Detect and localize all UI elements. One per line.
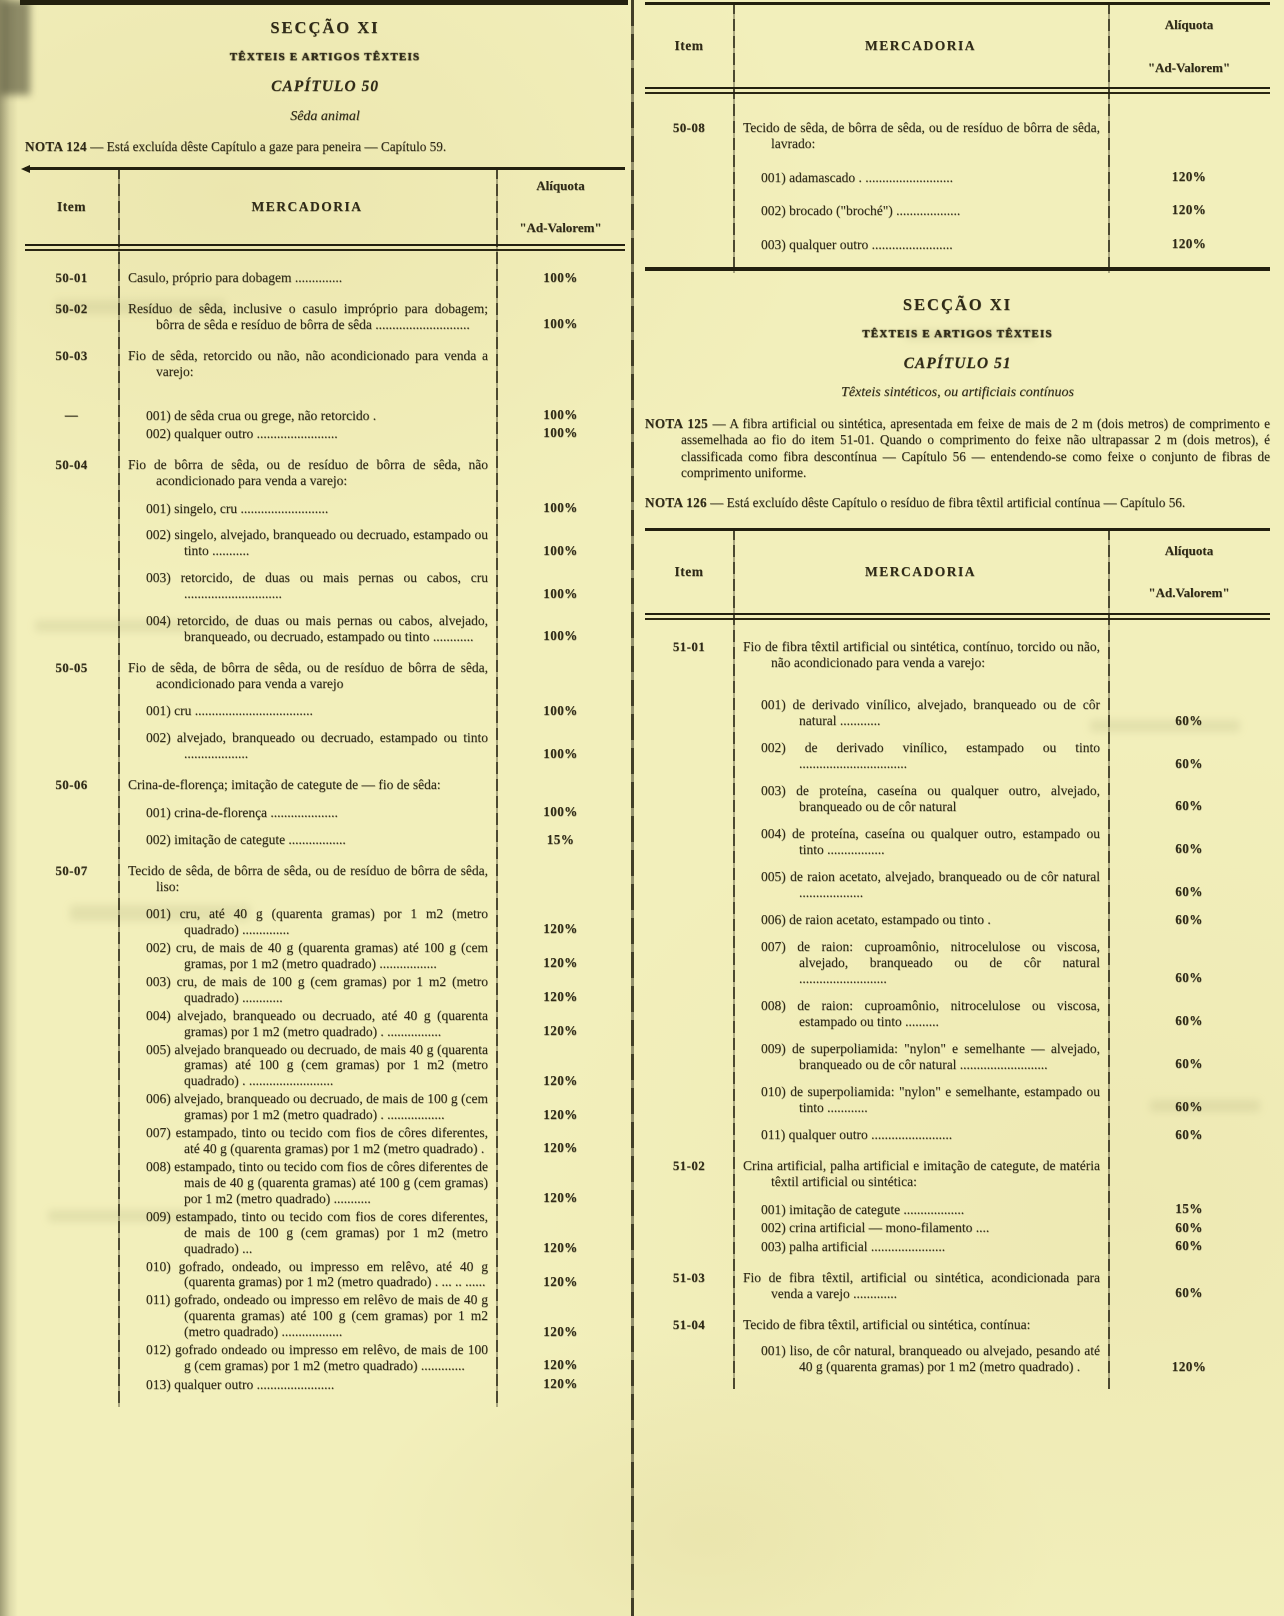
item-number: 50-03 xyxy=(55,348,88,364)
note-text: — Está excluída dêste Capítulo a gaze para peneira — Capítulo 59. xyxy=(90,139,447,155)
scan-edge-shadow xyxy=(0,0,18,1616)
tariff-row xyxy=(25,906,625,938)
item-description: 001) liso, de côr natural, branqueado ou alvejado, pesando até 40 g (quarenta gramas) por 1 m2 (metro quadrado) . xyxy=(761,1343,1100,1375)
item-number: 50-08 xyxy=(672,120,706,135)
aliquota-value: 15% xyxy=(1175,1200,1203,1216)
tariff-row xyxy=(645,1127,1270,1144)
table-header-rule xyxy=(645,87,1270,94)
item-description: 007) de raion: cuproamônio, nitrocelulose ou viscosa, alvejado, branqueado ou de côr natural .......................... xyxy=(761,939,1100,987)
aliquota-value: 60% xyxy=(1175,884,1203,900)
aliquota-value: 60% xyxy=(1175,712,1203,728)
table-body xyxy=(645,620,1270,1390)
item-description: 002) singelo, alvejado, branqueado ou decruado, estampado ou tinto ........... xyxy=(146,527,488,559)
nota-124 xyxy=(25,139,625,155)
ad-valorem-label: "Ad-Valorem" xyxy=(519,220,602,236)
item-description: 001) de derivado vinílico, alvejado, branqueado ou de côr natural ............ xyxy=(761,697,1100,729)
aliquota-label: Alíquota xyxy=(536,177,585,193)
right-column xyxy=(645,0,1270,1389)
item-description: Crina-de-florença; imitação de categute de — fio de sêda: xyxy=(128,777,441,793)
aliquota-value: 120% xyxy=(1171,1358,1207,1374)
item-description: 011) gofrado, ondeado ou impresso em relêvo de mais de 40 g (quarenta gramas) até 100 g (cem gramas) por 1 m2 (metro quadrado) .................. xyxy=(146,1292,488,1340)
aliquota-value: 100% xyxy=(543,542,578,558)
tariff-row xyxy=(645,1201,1270,1218)
table-vertical-rule xyxy=(733,2,735,273)
aliquota-value: 60% xyxy=(1175,1219,1203,1235)
aliquota-value: 120% xyxy=(1171,168,1207,184)
item-description: 010) de superpoliamida: "nylon" e semelhante, estampado ou tinto ............ xyxy=(761,1083,1100,1115)
item-description: 001) imitação de categute .................. xyxy=(761,1201,965,1217)
tariff-row xyxy=(25,1042,625,1090)
tariff-row xyxy=(25,1376,625,1393)
item-description: Tecido de sêda, de bôrra de sêda, ou de resíduo de bôrra de sêda, liso: xyxy=(128,863,488,895)
tariff-row xyxy=(645,236,1270,253)
left-column xyxy=(25,8,625,1407)
aliquota-value: 120% xyxy=(543,1375,578,1391)
table-header-row xyxy=(645,5,1270,87)
tariff-row xyxy=(25,348,625,380)
aliquota-value: 100% xyxy=(543,425,578,441)
table-vertical-rule xyxy=(496,167,498,1407)
aliquota-value: 60% xyxy=(1175,841,1203,857)
tariff-row xyxy=(645,740,1270,772)
aliquota-value: 120% xyxy=(543,1239,578,1255)
item-number: 50-07 xyxy=(55,863,88,879)
chapter-title: CAPÍTULO 50 xyxy=(271,78,379,96)
tariff-row xyxy=(25,1292,625,1340)
column-header-mercadoria: MERCADORIA xyxy=(865,563,976,579)
item-description: 002) alvejado, branqueado ou decruado, estampado ou tinto ................... xyxy=(146,730,488,762)
aliquota-value: 120% xyxy=(543,955,578,971)
aliquota-value: 120% xyxy=(543,1022,578,1038)
note-label: NOTA 125 xyxy=(645,415,709,431)
column-header-aliquota xyxy=(1108,17,1270,75)
item-number: 51-03 xyxy=(672,1269,706,1285)
ad-valorem-label: "Ad-Valorem" xyxy=(1147,59,1231,75)
tariff-row xyxy=(645,869,1270,901)
tariff-row xyxy=(645,1238,1270,1255)
item-description: Fio de sêda, retorcido ou não, não acondicionado para venda a varejo: xyxy=(128,348,488,379)
tariff-row xyxy=(25,500,625,517)
aliquota-value: 60% xyxy=(1175,1056,1203,1072)
item-description: 013) qualquer outro ....................... xyxy=(146,1376,335,1392)
tariff-row xyxy=(645,169,1270,186)
aliquota-value: 120% xyxy=(543,1190,578,1206)
item-description: 002) qualquer outro ........................ xyxy=(146,426,338,442)
aliquota-value xyxy=(1108,151,1270,152)
table-header-rule xyxy=(645,613,1270,620)
table-header-rule xyxy=(25,244,625,251)
item-number: 50-02 xyxy=(55,301,88,317)
table-vertical-rule xyxy=(118,167,120,1407)
item-description: Tecido de sêda, de bôrra de sêda, ou de resíduo de bôrra de sêda, lavrado: xyxy=(743,120,1100,151)
item-description: 001) cru ................................... xyxy=(146,703,313,719)
item-description: Resíduo de sêda, inclusive o casulo impróprio para dobagem; bôrra de sêda e resíduo de bôrra de sêda ............................ xyxy=(128,301,488,333)
tariff-row xyxy=(645,120,1270,152)
tariff-row xyxy=(25,457,625,489)
tariff-row xyxy=(25,703,625,720)
tariff-row xyxy=(25,301,625,333)
tariff-row xyxy=(25,1159,625,1207)
tariff-row xyxy=(25,863,625,895)
tariff-row xyxy=(25,1008,625,1040)
tariff-row xyxy=(25,974,625,1006)
aliquota-value: 100% xyxy=(543,499,578,515)
ad-valorem-label: "Ad.Valorem" xyxy=(1148,585,1230,601)
tariff-row xyxy=(25,570,625,602)
item-description: Fio de fibra têxtil, artificial ou sintética, acondicionada para venda a varejo ............. xyxy=(743,1269,1100,1301)
tariff-row xyxy=(645,1084,1270,1116)
section-subtitle: TÊXTEIS E ARTIGOS TÊXTEIS xyxy=(862,328,1053,341)
tariff-row xyxy=(25,1209,625,1257)
aliquota-value: 120% xyxy=(1171,236,1207,251)
item-description: 001) crina-de-florença .................... xyxy=(146,804,338,820)
aliquota-value: 100% xyxy=(543,804,578,820)
item-description: 001) singelo, cru .......................... xyxy=(146,500,329,516)
note-text: — Está excluído dêste Capítulo o resíduo de fibra têxtil artificial contínua — Capítulo 56. xyxy=(710,495,1186,511)
scan-top-rule xyxy=(20,0,628,5)
tariff-table-chapter-50 xyxy=(25,167,625,1407)
tariff-row xyxy=(25,1091,625,1123)
tariff-row xyxy=(25,270,625,287)
item-number: 50-06 xyxy=(55,777,88,793)
aliquota-value: 60% xyxy=(1175,1013,1203,1029)
table-header-row xyxy=(25,170,625,244)
column-header-item: Item xyxy=(674,563,704,579)
column-header-item: Item xyxy=(57,198,86,214)
table-vertical-rule xyxy=(1108,528,1110,1390)
item-number: 50-04 xyxy=(55,457,88,473)
item-description: 004) alvejado, branqueado ou decruado, até 40 g (quarenta gramas) por 1 m2 (metro quadrado) . ................ xyxy=(146,1007,488,1039)
item-description: 007) estampado, tinto ou tecido com fios de côres diferentes, até 40 g (quarenta gramas) por 1 m2 (metro quadrado) . xyxy=(146,1125,488,1157)
tariff-row xyxy=(25,730,625,762)
aliquota-value xyxy=(496,379,625,380)
aliquota-value xyxy=(1108,669,1270,670)
table-header-row xyxy=(645,531,1270,613)
item-description: 002) cru, de mais de 40 g (quarenta gramas) até 100 g (cem gramas, por 1 m2 (metro quadrado) ................. xyxy=(146,940,488,971)
chapter-subtitle: Sêda animal xyxy=(290,108,360,124)
item-description: 003) palha artificial ...................... xyxy=(761,1238,946,1254)
item-description: 001) adamascado . .......................... xyxy=(761,169,953,185)
item-description: 008) estampado, tinto ou tecido com fios de côres diferentes de mais de 40 g (quarenta gramas) até 100 g (cem gramas) por 1 m2 (metro quadrado) ........... xyxy=(146,1158,488,1206)
tariff-row xyxy=(645,939,1270,987)
item-description: 001) de sêda crua ou grege, não retorcido . xyxy=(146,407,377,423)
column-divider-rule xyxy=(631,0,634,1616)
item-description: 002) de derivado vinílico, estampado ou tinto ................................ xyxy=(761,740,1100,772)
tariff-row xyxy=(645,1220,1270,1237)
item-description: 001) cru, até 40 g (quarenta gramas) por 1 m2 (metro quadrado) .............. xyxy=(146,906,488,938)
aliquota-value xyxy=(496,691,625,692)
tariff-row xyxy=(645,1317,1270,1333)
tariff-row xyxy=(645,783,1270,815)
aliquota-value: 120% xyxy=(543,1323,578,1339)
tariff-row xyxy=(25,425,625,442)
aliquota-value: 100% xyxy=(543,628,578,644)
table-vertical-rule xyxy=(1108,2,1110,273)
table-body xyxy=(645,94,1270,267)
item-description: Crina artificial, palha artificial e imitação de categute, de matéria têxtil artificial ou sintética: xyxy=(743,1158,1100,1190)
tariff-row xyxy=(25,1342,625,1374)
item-description: 006) de raion acetato, estampado ou tinto . xyxy=(761,912,991,928)
aliquota-label: Alíquota xyxy=(1164,17,1214,32)
tariff-row xyxy=(645,639,1270,671)
aliquota-value: 60% xyxy=(1175,1098,1203,1114)
aliquota-value: 60% xyxy=(1175,1126,1203,1142)
aliquota-value: 120% xyxy=(543,921,578,937)
tariff-row xyxy=(25,940,625,972)
table-top-rule xyxy=(645,2,1270,5)
aliquota-value: 120% xyxy=(543,1357,578,1373)
column-header-mercadoria: MERCADORIA xyxy=(865,38,976,54)
aliquota-value: 60% xyxy=(1175,755,1203,771)
aliquota-value xyxy=(1108,1331,1270,1332)
aliquota-label: Alíquota xyxy=(1164,542,1214,558)
item-description: 012) gofrado ondeado ou impresso em relêvo, de mais de 100 g (cem gramas) por 1 m2 (metro quadrado) ............. xyxy=(146,1342,488,1374)
chapter-subtitle: Têxteis sintéticos, ou artificiais contínuos xyxy=(841,385,1074,401)
aliquota-value: 60% xyxy=(1175,1238,1203,1254)
nota-125 xyxy=(645,416,1270,481)
aliquota-value xyxy=(496,488,625,489)
tariff-row xyxy=(25,1125,625,1157)
chapter-51-header xyxy=(645,295,1270,402)
chapter-50-header xyxy=(25,18,625,125)
chapter-title: CAPÍTULO 51 xyxy=(903,355,1012,373)
item-description: 003) de proteína, caseína ou qualquer outro, alvejado, branqueado ou de côr natural xyxy=(761,783,1100,815)
tariff-row xyxy=(645,998,1270,1030)
item-number: 50-01 xyxy=(55,269,88,285)
tariff-row xyxy=(25,527,625,559)
item-description: 002) imitação de categute ................. xyxy=(146,832,346,848)
aliquota-value: 60% xyxy=(1175,1284,1203,1300)
column-header-item: Item xyxy=(674,38,704,54)
item-number: 51-01 xyxy=(672,638,706,654)
item-description: 011) qualquer outro ........................ xyxy=(761,1127,953,1143)
aliquota-value: 60% xyxy=(1175,798,1203,814)
note-label: NOTA 126 xyxy=(645,495,707,511)
aliquota-value: 60% xyxy=(1175,970,1203,986)
note-label: NOTA 124 xyxy=(25,139,87,155)
item-description: 006) alvejado, branqueado ou decruado, de mais de 100 g (cem gramas) por 1 m2 (metro quadrado) . ................. xyxy=(146,1091,488,1123)
tariff-row xyxy=(25,407,625,424)
table-bottom-rule xyxy=(645,267,1270,273)
tariff-row xyxy=(645,1343,1270,1375)
tariff-row xyxy=(25,804,625,821)
note-text: — A fibra artificial ou sintética, apresentada em feixe de mais de 2 m (dois metros) de comprimento e assemelhada ao fio do item 51-01. Quando o comprimento do feixe não ultrapassar 2 m (dois metros), é classificada como fibra descontínua — Capítulo 56 — entendendo-se como feixe o conjunto de fibras de comprimento uniforme. xyxy=(681,415,1271,480)
tariff-row xyxy=(645,826,1270,858)
item-description: 005) alvejado branqueado ou decruado, de mais 40 g (quarenta gramas) até 100 g (cem gramas) por 1 m2 (metro quadrado) . ......................... xyxy=(146,1041,488,1089)
aliquota-value: 100% xyxy=(543,406,578,422)
aliquota-value: 15% xyxy=(546,831,575,847)
aliquota-value: 120% xyxy=(543,1140,578,1156)
item-description: 010) gofrado, ondeado, ou impresso em relêvo, até 40 g (quarenta gramas) por 1 m2 (metro quadrado) . ... .. ...... xyxy=(146,1258,488,1290)
table-top-rule xyxy=(25,167,625,170)
tariff-table-chapter-50-continued xyxy=(645,2,1270,273)
tariff-row xyxy=(25,1259,625,1291)
item-number: 51-04 xyxy=(672,1316,706,1332)
aliquota-value: 120% xyxy=(543,1072,578,1088)
tariff-table-chapter-51 xyxy=(645,528,1270,1390)
item-description: Fio de sêda, de bôrra de sêda, ou de resíduo de bôrra de sêda, acondicionado para venda a varejo xyxy=(128,659,488,691)
column-header-aliquota xyxy=(1108,543,1270,601)
nota-126 xyxy=(645,495,1270,511)
tariff-row xyxy=(25,832,625,849)
table-top-rule xyxy=(645,528,1270,531)
item-description: 003) retorcido, de duas ou mais pernas ou cabos, cru ............................. xyxy=(146,570,488,602)
item-description: 008) de raion: cuproamônio, nitrocelulose ou viscosa, estampado ou tinto .......... xyxy=(761,998,1100,1029)
item-description: 009) de superpoliamida: "nylon" e semelhante — alvejado, branqueado ou de côr natural .......................... xyxy=(761,1040,1100,1072)
aliquota-value xyxy=(496,894,625,895)
tariff-row xyxy=(645,1041,1270,1073)
tariff-row xyxy=(645,1270,1270,1302)
tariff-row xyxy=(25,777,625,793)
aliquota-value: 120% xyxy=(543,1106,578,1122)
item-description: Fio de fibra têxtil artificial ou sintética, contínuo, torcido ou não, não acondicionado para venda a varejo: xyxy=(743,638,1100,670)
section-title: SECÇÃO XI xyxy=(270,18,380,37)
aliquota-value: 100% xyxy=(543,702,578,718)
aliquota-value: 120% xyxy=(543,989,578,1005)
section-subtitle: TÊXTEIS E ARTIGOS TÊXTEIS xyxy=(229,51,421,64)
table-body xyxy=(25,251,625,1407)
aliquota-value: 100% xyxy=(543,269,578,285)
section-title: SECÇÃO XI xyxy=(902,294,1013,314)
item-description: 009) estampado, tinto ou tecido com fios de cores diferentes, de mais de 100 g (cem gramas) por 1 m2 (metro quadrado) ... xyxy=(146,1208,488,1256)
table-vertical-rule xyxy=(733,528,735,1390)
item-description: Casulo, próprio para dobagem .............. xyxy=(128,270,343,286)
column-header-mercadoria: MERCADORIA xyxy=(251,198,363,214)
tariff-row xyxy=(25,660,625,692)
aliquota-value: 120% xyxy=(1171,202,1207,218)
item-description: Fio de bôrra de sêda, ou de resíduo de bôrra de sêda, não acondicionado para venda a varejo: xyxy=(128,457,488,488)
item-number: — xyxy=(64,406,79,422)
tariff-row xyxy=(645,1158,1270,1190)
aliquota-value xyxy=(1108,1189,1270,1190)
item-description: Tecido de fibra têxtil, artificial ou sintética, contínua: xyxy=(743,1316,1031,1332)
item-number: 50-05 xyxy=(55,659,88,675)
item-description: 003) cru, de mais de 100 g (cem gramas) por 1 m2 (metro quadrado) ............ xyxy=(146,973,488,1005)
item-description: 002) crina artificial — mono-filamento .... xyxy=(761,1220,990,1236)
item-description: 005) de raion acetato, alvejado, branqueado ou de côr natural ................... xyxy=(761,868,1100,900)
aliquota-value: 100% xyxy=(543,745,578,761)
aliquota-value: 100% xyxy=(543,316,578,332)
tariff-row xyxy=(645,912,1270,929)
item-description: 003) qualquer outro ........................ xyxy=(761,236,953,252)
tariff-row xyxy=(645,697,1270,729)
item-number: 51-02 xyxy=(672,1158,706,1174)
item-description: 002) brocado ("broché") ................... xyxy=(761,203,961,219)
aliquota-value: 120% xyxy=(543,1273,578,1289)
aliquota-value xyxy=(496,792,625,793)
aliquota-value: 100% xyxy=(543,585,578,601)
tariff-row xyxy=(645,202,1270,219)
aliquota-value: 60% xyxy=(1175,911,1203,927)
tariff-row xyxy=(25,613,625,645)
item-description: 004) retorcido, de duas ou mais pernas ou cabos, alvejado, branqueado, ou decruado, estampado ou tinto ............ xyxy=(146,613,488,645)
item-description: 004) de proteína, caseína ou qualquer outro, estampado ou tinto ................. xyxy=(761,825,1100,857)
column-header-aliquota xyxy=(496,178,625,236)
